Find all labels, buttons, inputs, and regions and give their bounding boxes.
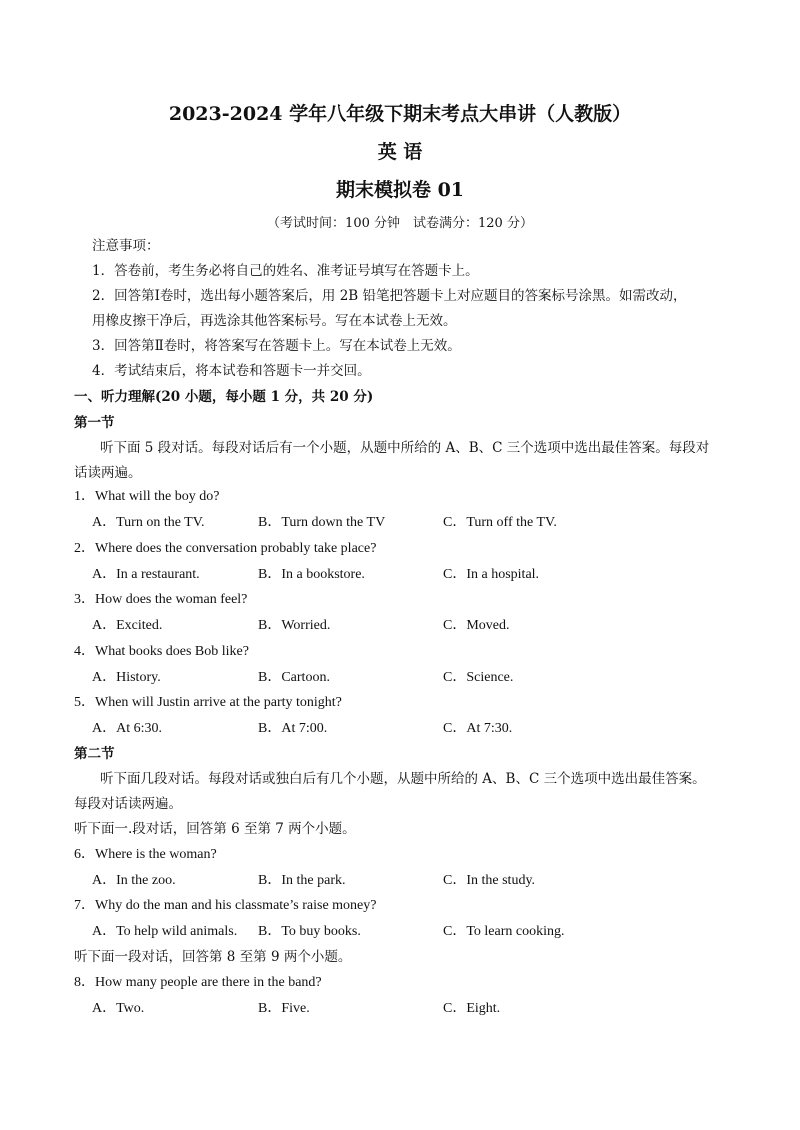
paper-title: 2023-2024 学年八年级下期末考点大串讲（人教版） bbox=[168, 103, 632, 125]
option-c: C．Science. bbox=[443, 670, 514, 685]
option-a: A．Excited. bbox=[92, 618, 163, 633]
section2-label: 第二节 bbox=[74, 746, 115, 762]
note-item: 4．考试结束后，将本试卷和答题卡一并交回。 bbox=[92, 363, 371, 379]
option-c: C．At 7:30. bbox=[443, 721, 513, 736]
part1-heading: 一、听力理解(20 小题，每小题 1 分，共 20 分) bbox=[74, 389, 374, 405]
question-stem: 3．How does the woman feel? bbox=[74, 592, 248, 607]
option-c: C．Moved. bbox=[443, 618, 510, 633]
section1-label: 第一节 bbox=[74, 415, 115, 431]
notes-heading: 注意事项： bbox=[92, 238, 160, 254]
option-b: B．Worried. bbox=[258, 618, 331, 633]
option-c: C．In the study. bbox=[443, 873, 536, 888]
subject-title: 英 语 bbox=[377, 141, 423, 163]
option-a: A．Turn on the TV. bbox=[92, 515, 205, 530]
section2-instruction-cont: 每段对话读两遍。 bbox=[74, 796, 182, 812]
note-item-continued: 用橡皮擦干净后，再选涂其他答案标号。写在本试卷上无效。 bbox=[92, 313, 457, 329]
note-item: 3．回答第Ⅱ卷时，将答案写在答题卡上。写在本试卷上无效。 bbox=[92, 338, 461, 354]
section1-instruction-cont: 话读两遍。 bbox=[74, 465, 142, 481]
note-item: 1．答卷前，考生务必将自己的姓名、准考证号填写在答题卡上。 bbox=[92, 263, 479, 279]
option-b: B．In the park. bbox=[258, 873, 346, 888]
option-c: C．Eight. bbox=[443, 1001, 501, 1016]
option-c: C．Turn off the TV. bbox=[443, 515, 557, 530]
question-stem: 1．What will the boy do? bbox=[74, 489, 220, 504]
section2-instruction: 听下面几段对话。每段对话或独白后有几个小题，从题中所给的 A、B、C 三个选项中选出最佳答案。 bbox=[100, 771, 706, 787]
exam-info: （考试时间：100 分钟 试卷满分：120 分） bbox=[267, 216, 533, 231]
option-b: B．At 7:00. bbox=[258, 721, 328, 736]
question-stem: 6．Where is the woman? bbox=[74, 847, 217, 862]
option-b: B．Turn down the TV bbox=[258, 515, 386, 530]
question-stem: 8．How many people are there in the band? bbox=[74, 975, 322, 990]
group-instruction: 听下面一段对话，回答第 8 至第 9 两个小题。 bbox=[74, 949, 352, 965]
option-c: C．To learn cooking. bbox=[443, 924, 565, 939]
option-b: B．Five. bbox=[258, 1001, 310, 1016]
section1-instruction: 听下面 5 段对话。每段对话后有一个小题，从题中所给的 A、B、C 三个选项中选出最佳答案。每段对 bbox=[100, 440, 710, 456]
question-stem: 7．Why do the man and his classmate’s raise money? bbox=[74, 898, 377, 913]
note-item: 2．回答第Ⅰ卷时，选出每小题答案后，用 2B 铅笔把答题卡上对应题目的答案标号涂黑。如需改动， bbox=[92, 288, 687, 304]
option-b: B．Cartoon. bbox=[258, 670, 330, 685]
option-a: A．Two. bbox=[92, 1001, 145, 1016]
option-b: B．To buy books. bbox=[258, 924, 361, 939]
group-instruction: 听下面一.段对话，回答第 6 至第 7 两个小题。 bbox=[74, 821, 356, 837]
option-a: A．At 6:30. bbox=[92, 721, 162, 736]
option-a: A．In the zoo. bbox=[92, 873, 176, 888]
question-stem: 5．When will Justin arrive at the party tonight? bbox=[74, 695, 342, 710]
question-stem: 4．What books does Bob like? bbox=[74, 644, 249, 659]
question-stem: 2．Where does the conversation probably take place? bbox=[74, 541, 377, 556]
option-a: A．In a restaurant. bbox=[92, 567, 200, 582]
option-a: A．To help wild animals. bbox=[92, 924, 238, 939]
option-a: A．History. bbox=[92, 670, 161, 685]
option-c: C．In a hospital. bbox=[443, 567, 540, 582]
exam-name: 期末模拟卷 01 bbox=[335, 179, 465, 201]
option-b: B．In a bookstore. bbox=[258, 567, 365, 582]
